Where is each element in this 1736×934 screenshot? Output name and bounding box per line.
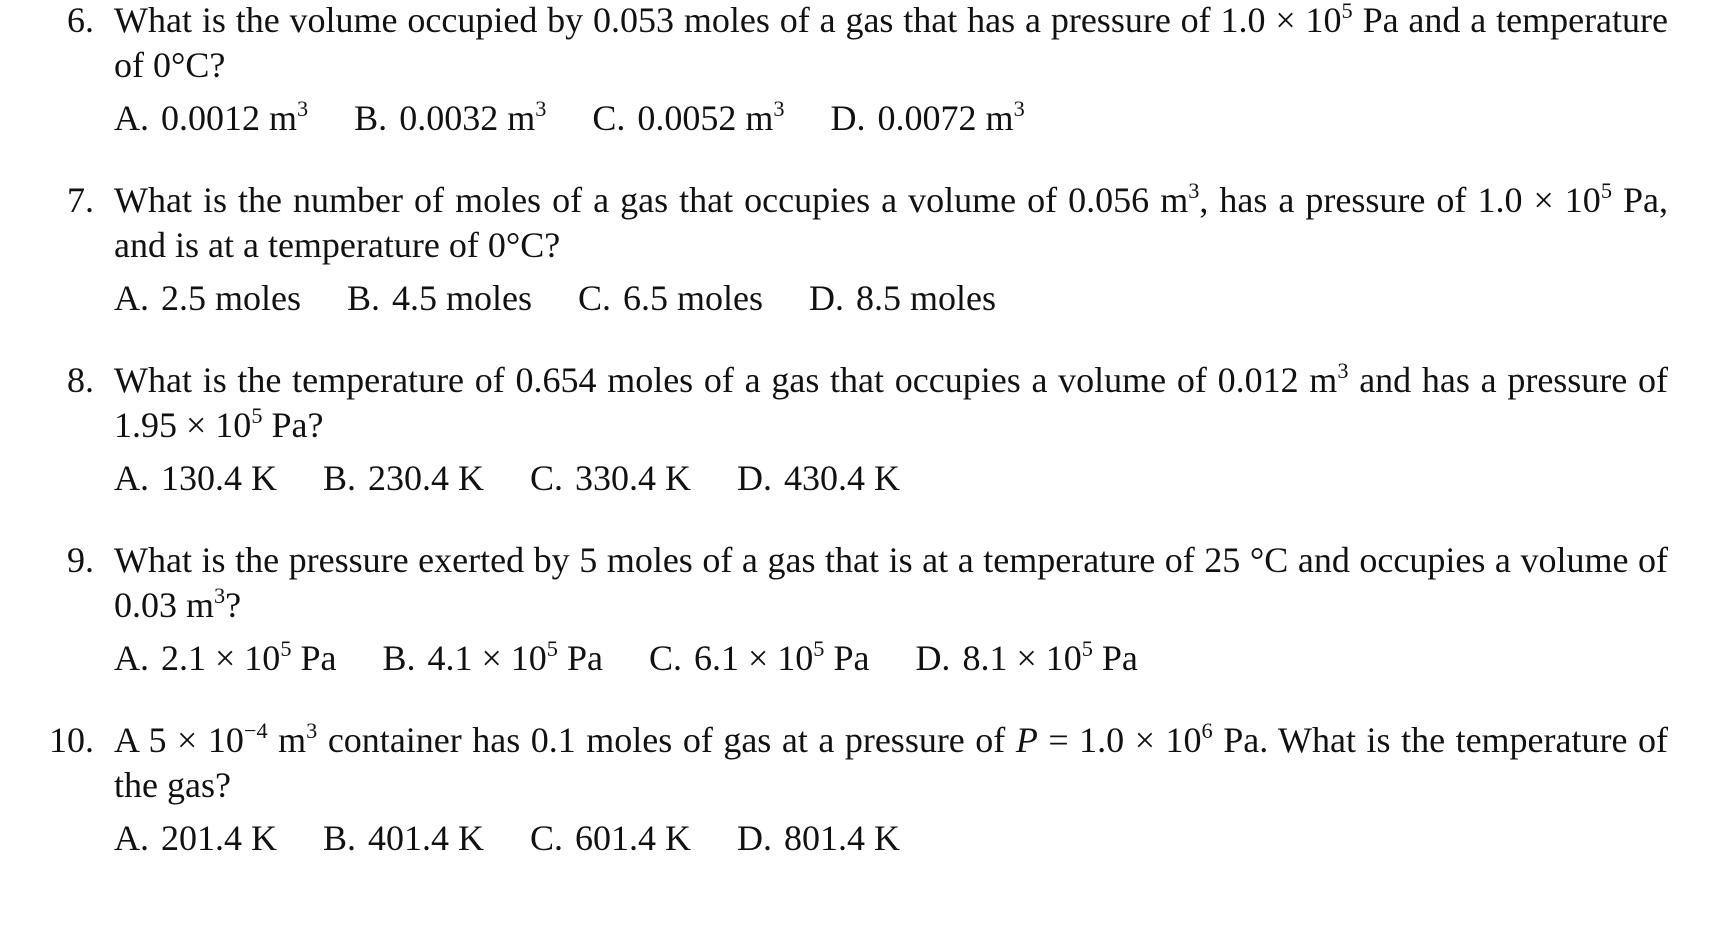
- option-letter: B.: [354, 98, 388, 138]
- text-run: What is the pressure exerted by 5 moles of a gas that is at a temperature of 25 °C and occupies a volume of 0.03 m: [114, 540, 1668, 625]
- option-letter: C.: [578, 278, 612, 318]
- question-text: [114, 538, 1668, 628]
- option-letter: D.: [737, 818, 773, 858]
- text-run: ?: [225, 585, 242, 625]
- option-letter: C.: [648, 638, 682, 678]
- text-run: 0.0032 m: [399, 98, 536, 138]
- question-number: 8.: [67, 360, 94, 400]
- superscript: 6: [1201, 717, 1213, 743]
- superscript: 3: [1188, 177, 1200, 203]
- option-value: [161, 278, 301, 318]
- text-run: Pa, and is at a temperature of 0°C?: [114, 180, 1668, 265]
- text-run: Pa: [824, 638, 870, 678]
- text-run: Pa: [1092, 638, 1138, 678]
- option-value: [427, 635, 603, 678]
- text-run: , has a pressure of 1.0 × 10: [1199, 180, 1601, 220]
- text-run: 2.5 moles: [161, 278, 301, 318]
- question-text: [114, 358, 1668, 448]
- text-run: 330.4 K: [575, 458, 692, 498]
- answer-option-d[interactable]: [737, 456, 900, 501]
- text-run: 801.4 K: [784, 818, 901, 858]
- text-run: 6.5 moles: [623, 278, 764, 318]
- answer-option-d[interactable]: [809, 276, 996, 321]
- question-number: 7.: [67, 180, 94, 220]
- text-run: 430.4 K: [784, 458, 901, 498]
- question-number: 10.: [49, 720, 94, 760]
- superscript: 5: [1600, 177, 1612, 203]
- answer-option-d[interactable]: [915, 636, 1137, 681]
- superscript: 5: [813, 635, 825, 661]
- option-letter: A.: [114, 278, 149, 318]
- answer-option-b[interactable]: [382, 636, 602, 681]
- question-text: [114, 718, 1668, 808]
- option-value: [392, 278, 532, 318]
- superscript: 5: [546, 635, 558, 661]
- text-run: 8.1 × 10: [962, 638, 1082, 678]
- question-number: 9.: [67, 540, 94, 580]
- superscript: 3: [306, 717, 318, 743]
- text-run: Pa?: [262, 405, 324, 445]
- answer-option-c[interactable]: [530, 816, 691, 861]
- superscript: 3: [1013, 95, 1025, 121]
- text-run: What is the volume occupied by 0.053 moles of a gas that has a pressure of 1.0 × 10: [114, 0, 1342, 40]
- option-letter: B.: [323, 818, 357, 858]
- option-letter: D.: [737, 458, 773, 498]
- text-run: and has a pressure of 1.95 × 10: [114, 360, 1668, 445]
- text-run: 130.4 K: [161, 458, 277, 498]
- option-letter: D.: [809, 278, 845, 318]
- answer-option-a[interactable]: [114, 96, 308, 141]
- text-run: = 1.0 × 10: [1037, 720, 1202, 760]
- text-run: 4.1 × 10: [427, 638, 547, 678]
- option-letter: C.: [530, 818, 564, 858]
- math-variable: P: [1015, 720, 1038, 760]
- option-value: [575, 818, 691, 858]
- option-value: [161, 818, 277, 858]
- text-run: 0.0072 m: [877, 98, 1014, 138]
- superscript: 5: [1081, 635, 1093, 661]
- answer-option-c[interactable]: [592, 96, 784, 141]
- option-value: [784, 818, 900, 858]
- option-letter: B.: [382, 638, 416, 678]
- answer-option-a[interactable]: [114, 456, 277, 501]
- text-run: 230.4 K: [368, 458, 485, 498]
- answer-option-c[interactable]: [578, 276, 763, 321]
- text-run: m: [267, 720, 307, 760]
- option-value: [637, 95, 785, 138]
- option-letter: D.: [915, 638, 951, 678]
- superscript: −4: [243, 717, 268, 743]
- answer-option-b[interactable]: [323, 816, 484, 861]
- superscript: 3: [214, 582, 226, 608]
- superscript: 5: [280, 635, 292, 661]
- text-run: What is the number of moles of a gas that occupies a volume of 0.056 m: [114, 180, 1189, 220]
- option-letter: C.: [592, 98, 626, 138]
- question-text: [114, 178, 1668, 268]
- option-value: [161, 95, 309, 138]
- superscript: 3: [297, 95, 309, 121]
- answer-options: [114, 96, 1025, 141]
- question-text: [114, 0, 1668, 88]
- option-value: [368, 458, 484, 498]
- answer-option-a[interactable]: [114, 636, 336, 681]
- option-value: [693, 635, 870, 678]
- text-run: Pa: [557, 638, 603, 678]
- text-run: 201.4 K: [161, 818, 277, 858]
- text-run: 4.5 moles: [392, 278, 533, 318]
- option-value: [962, 635, 1138, 678]
- answer-option-d[interactable]: [831, 96, 1025, 141]
- superscript: 5: [1341, 0, 1353, 23]
- option-letter: A.: [114, 638, 149, 678]
- superscript: 3: [535, 95, 547, 121]
- answer-option-a[interactable]: [114, 276, 301, 321]
- option-letter: A.: [114, 818, 149, 858]
- text-run: A 5 × 10: [114, 720, 244, 760]
- option-value: [161, 458, 277, 498]
- answer-option-b[interactable]: [354, 96, 546, 141]
- option-letter: B.: [323, 458, 357, 498]
- text-run: container has 0.1 moles of gas at a pressure of: [317, 720, 1016, 760]
- superscript: 5: [251, 402, 263, 428]
- option-letter: A.: [114, 98, 149, 138]
- answer-option-a[interactable]: [114, 816, 277, 861]
- text-run: What is the temperature of 0.654 moles of a gas that occupies a volume of 0.012 m: [114, 360, 1338, 400]
- option-value: [623, 278, 763, 318]
- option-value: [575, 458, 691, 498]
- option-value: [784, 458, 900, 498]
- answer-option-b[interactable]: [323, 456, 484, 501]
- answer-option-c[interactable]: [530, 456, 691, 501]
- question-number: 6.: [67, 0, 94, 40]
- option-letter: C.: [530, 458, 564, 498]
- option-value: [399, 95, 547, 138]
- text-run: 8.5 moles: [856, 278, 997, 318]
- option-value: [161, 635, 337, 678]
- text-run: 401.4 K: [368, 818, 485, 858]
- option-letter: D.: [830, 98, 866, 138]
- option-value: [368, 818, 484, 858]
- answer-options: [114, 276, 996, 321]
- superscript: 3: [773, 95, 785, 121]
- option-letter: A.: [114, 458, 149, 498]
- text-run: Pa and a temperature of 0°C?: [114, 0, 1669, 85]
- text-run: Pa: [291, 638, 337, 678]
- option-value: [856, 278, 996, 318]
- text-run: Pa. What is the temperature of the gas?: [114, 720, 1668, 805]
- answer-options: [114, 456, 900, 501]
- answer-options: [114, 816, 900, 861]
- superscript: 3: [1337, 357, 1349, 383]
- option-letter: B.: [347, 278, 381, 318]
- text-run: 0.0012 m: [161, 98, 298, 138]
- answer-options: [114, 636, 1138, 681]
- text-run: 0.0052 m: [637, 98, 774, 138]
- text-run: 601.4 K: [575, 818, 692, 858]
- answer-option-d[interactable]: [737, 816, 900, 861]
- answer-option-c[interactable]: [649, 636, 869, 681]
- option-value: [877, 95, 1025, 138]
- text-run: 6.1 × 10: [693, 638, 814, 678]
- answer-option-b[interactable]: [347, 276, 532, 321]
- text-run: 2.1 × 10: [161, 638, 281, 678]
